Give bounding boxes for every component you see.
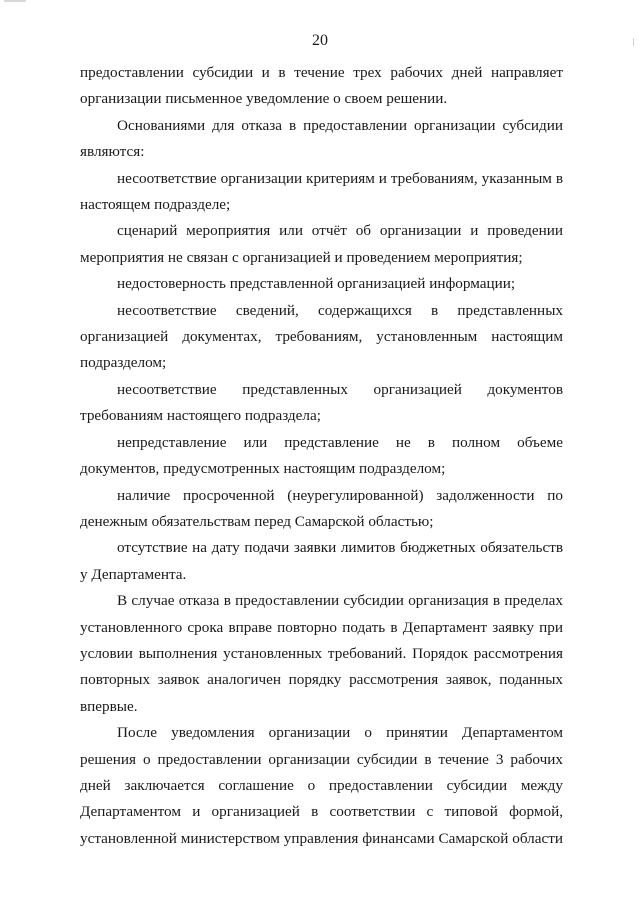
scan-corner-mark xyxy=(4,0,26,2)
paragraph-5: недостоверность представленной организацией информации; xyxy=(117,275,516,293)
paragraph-7: несоответствие представленных организацией документов требованиям настоящего подраздела; xyxy=(80,380,563,425)
paragraph-6: несоответствие сведений, содержащихся в представленных организацией документах, требованиям, установленным настоящим подразделом; xyxy=(80,301,563,372)
page-number: 20 xyxy=(312,32,328,49)
paragraph-4: сценарий мероприятия или отчёт об организации и проведении мероприятия не связан с организацией и проведением мероприятия; xyxy=(80,222,563,266)
paragraph-12: После уведомления организации о принятии Департаментом решения о предоставлении организации субсидии в течение 3 рабочих дней заключается соглашение о предоставлении субсидии между Департаментом и организацией в соответствии с типовой формой, установленной министерством управления финансами Самарской области xyxy=(80,724,563,847)
document-body xyxy=(80,60,563,852)
paragraph-11: В случае отказа в предоставлении субсидии организация в пределах установленного срока вправе повторно подать в Департамент заявку при условии выполнения установленных требований. Порядок рассмотрения повторных заявок аналогичен порядку рассмотрения заявок, поданных впервые. xyxy=(80,592,563,715)
paragraph-8: непредставление или представление не в полном объеме документов, предусмотренных настоящим подразделом; xyxy=(80,433,563,478)
paragraph-2: Основаниями для отказа в предоставлении организации субсидии являются: xyxy=(80,116,563,161)
paragraph-1: предоставлении субсидии и в течение трех рабочих дней направляет организации письменное уведомление о своем решении. xyxy=(80,64,563,108)
paragraph-3: несоответствие организации критериям и требованиям, указанным в настоящем подразделе; xyxy=(80,169,563,214)
paragraph-9: наличие просроченной (неурегулированной) задолженности по денежным обязательствам перед Самарской областью; xyxy=(80,486,563,530)
paragraph-10: отсутствие на дату подачи заявки лимитов бюджетных обязательств у Департамента. xyxy=(80,539,563,583)
